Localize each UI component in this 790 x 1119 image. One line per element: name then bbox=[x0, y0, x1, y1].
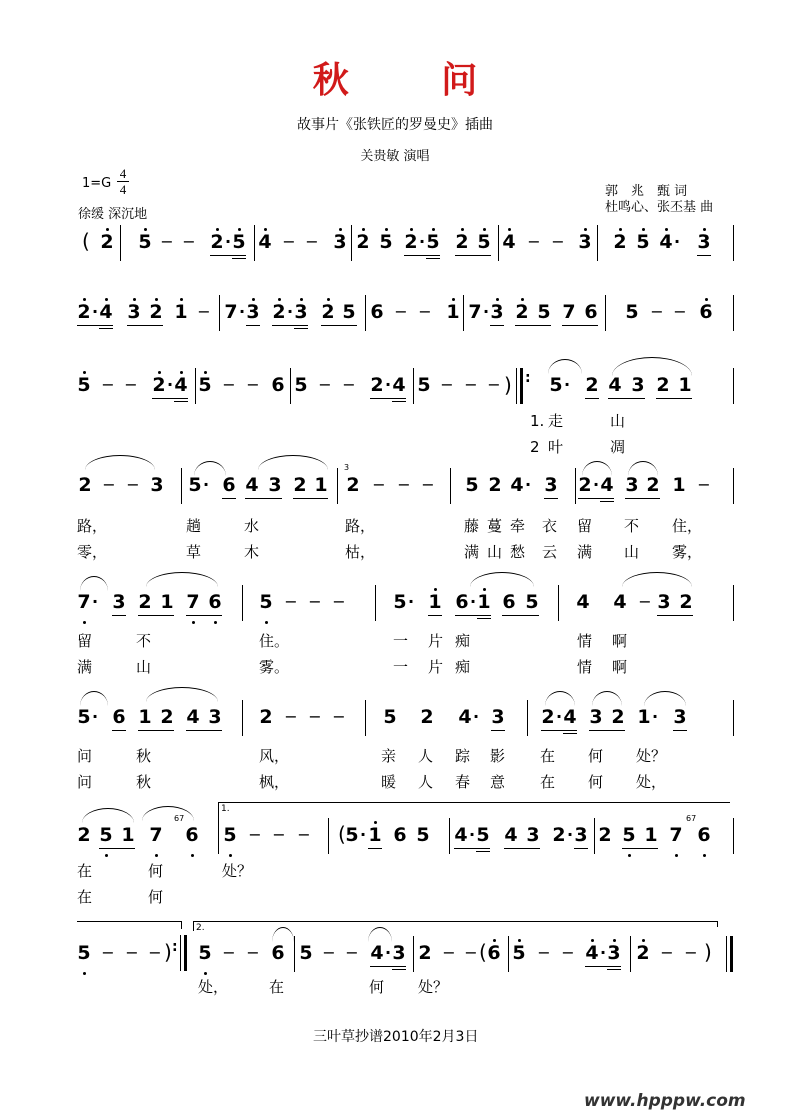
note: 5 bbox=[138, 231, 152, 253]
lyric: 枫， bbox=[259, 773, 290, 791]
lyric: 意 bbox=[490, 773, 506, 791]
staff-line-7: 1. 2 5 1 7 67 6 5 − − − ( 5 · 1 6 5 4 · 5 4 3 2 · 3 2 5 1 7 67 6 在 何 处？ 在 何 bbox=[0, 800, 790, 910]
lyric: 人 bbox=[418, 773, 434, 791]
lyric: 留 bbox=[577, 517, 593, 535]
lyric: 满 bbox=[577, 543, 593, 561]
lyric: 人 bbox=[418, 747, 434, 765]
singer: 关贵敏 演唱 bbox=[360, 149, 430, 164]
staff-line-6: 5 · 6 1 2 4 3 2 − − − 5 2 4 · 3 2 · 4 3 2 1 · 3 问 秋 风， 亲 人 踪 影 在 何 处？ 问 秋 枫， 暖 人 春 意 在 何 处， bbox=[0, 685, 790, 795]
verse-label: 2 bbox=[530, 438, 540, 456]
lyric: 片 bbox=[428, 632, 444, 650]
lyric: 问 bbox=[77, 773, 93, 791]
lyric: 在 bbox=[77, 888, 93, 906]
lyric: 不 bbox=[624, 517, 640, 535]
verse-label: 1. bbox=[530, 412, 545, 430]
lyric: 草 bbox=[186, 543, 202, 561]
dash: − bbox=[182, 232, 196, 251]
staff-line-2: 2 · 4 3 2 1 − 7 · 3 2 · 3 2 5 6 − − 1 7 · 3 2 5 7 6 5 − − 6 bbox=[0, 290, 790, 400]
volta-number: 1. bbox=[221, 804, 230, 814]
lyric: 一 bbox=[393, 658, 409, 676]
lyric: 木 bbox=[244, 543, 260, 561]
lyric: 山 bbox=[136, 658, 152, 676]
lyric: 雾， bbox=[672, 543, 703, 561]
lyric: 啊 bbox=[612, 658, 628, 676]
time-signature: 4 4 bbox=[116, 166, 130, 197]
lyric: 处， bbox=[636, 773, 667, 791]
lyric: 满 bbox=[464, 543, 480, 561]
lyric: 一 bbox=[393, 632, 409, 650]
lyric: 何 bbox=[148, 888, 164, 906]
lyric: 叶 bbox=[548, 438, 564, 456]
lyric: 满 bbox=[77, 658, 93, 676]
volta-bracket-1 bbox=[218, 802, 730, 803]
lyric: 秋 bbox=[136, 747, 152, 765]
composer-credit: 杜鸣心、张丕基 曲 bbox=[605, 200, 714, 215]
watermark: www.hpppw.com bbox=[584, 1091, 746, 1111]
dash: − bbox=[160, 232, 174, 251]
lyric: 牵 bbox=[510, 517, 526, 535]
note: 2 bbox=[210, 231, 224, 253]
lyric: 零， bbox=[77, 543, 108, 561]
lyric: 不 bbox=[136, 632, 152, 650]
lyric: 雾。 bbox=[259, 658, 290, 676]
volta-bracket-2 bbox=[193, 921, 718, 922]
lyric: 何 bbox=[588, 747, 604, 765]
open-paren: ( bbox=[82, 229, 90, 253]
lyric: 啊 bbox=[612, 632, 628, 650]
key-signature: 1=G bbox=[82, 176, 112, 191]
lyric: 问 bbox=[77, 747, 93, 765]
lyric: 凋 bbox=[610, 438, 626, 456]
lyric: 何 bbox=[369, 978, 385, 996]
lyric: 山 bbox=[624, 543, 640, 561]
lyric: 路， bbox=[345, 517, 376, 535]
lyric: 在 bbox=[540, 747, 556, 765]
staff-line-5: 7 · 3 2 1 7 6 5 − − − 5 · 1 6 · 1 6 5 4 4 − 3 2 留 不 住。 一 片 痴 情 啊 满 山 雾。 一 片 痴 情 啊 bbox=[0, 570, 790, 680]
page-title: 秋 问 bbox=[312, 59, 518, 101]
lyric: 在 bbox=[77, 862, 93, 880]
lyric: 山 bbox=[487, 543, 503, 561]
lyric: 愁 bbox=[510, 543, 526, 561]
lyric: 路， bbox=[77, 517, 108, 535]
tempo-marking: 徐缓 深沉地 bbox=[78, 207, 148, 222]
transcriber-credit: 三叶草抄谱2010年2月3日 bbox=[313, 1029, 479, 1045]
staff-line-1: ( 2 5 − − 2 · 5 4 − − 3 2 5 2 · 5 2 5 4 − − 3 2 5 4 · 3 bbox=[0, 220, 790, 330]
grace-note: 3 bbox=[344, 463, 350, 472]
lyric: 影 bbox=[490, 747, 506, 765]
lyric: 山 bbox=[610, 412, 626, 430]
lyric: 片 bbox=[428, 658, 444, 676]
note: 5 bbox=[232, 231, 246, 253]
lyric: 处？ bbox=[222, 862, 253, 880]
note: 2 bbox=[100, 231, 114, 253]
lyric: 痴 bbox=[455, 632, 471, 650]
lyric: 何 bbox=[588, 773, 604, 791]
lyric: 住， bbox=[672, 517, 703, 535]
lyricist-credit: 郭 兆 甄 词 bbox=[605, 184, 688, 199]
lyric: 风， bbox=[259, 747, 290, 765]
volta-number: 2. bbox=[196, 923, 205, 933]
lyric: 留 bbox=[77, 632, 93, 650]
lyric: 情 bbox=[577, 658, 593, 676]
lyric: 水 bbox=[244, 517, 260, 535]
staff-line-3: 5 − − 2 · 4 5 − − 6 5 − − 2 · 4 5 − − − ) : 5 · 2 4 3 2 1 1. 走 山 2 叶 凋 bbox=[0, 365, 790, 475]
lyric: 何 bbox=[148, 862, 164, 880]
lyric: 春 bbox=[455, 773, 471, 791]
lyric: 在 bbox=[540, 773, 556, 791]
lyric: 趟 bbox=[186, 517, 202, 535]
lyric: 处？ bbox=[418, 978, 449, 996]
lyric: 痴 bbox=[455, 658, 471, 676]
lyric: 处， bbox=[198, 978, 229, 996]
staff-line-8: 2. 5 − − − ) : 5 − − 6 5 − − 4 · 3 2 − − ( 6 5 − − 4 · 3 2 − − ) 处， 在 何 处？ bbox=[0, 915, 790, 1025]
lyric: 云 bbox=[542, 543, 558, 561]
lyric: 枯， bbox=[345, 543, 376, 561]
grace-note: 67 bbox=[174, 814, 185, 823]
lyric: 蔓 bbox=[487, 517, 503, 535]
lyric: 秋 bbox=[136, 773, 152, 791]
grace-note: 67 bbox=[686, 814, 697, 823]
lyric: 情 bbox=[577, 632, 593, 650]
lyric: 在 bbox=[269, 978, 285, 996]
lyric: 住。 bbox=[259, 632, 290, 650]
subtitle: 故事片《张铁匠的罗曼史》插曲 bbox=[297, 117, 493, 133]
lyric: 走 bbox=[548, 412, 564, 430]
lyric: 藤 bbox=[464, 517, 480, 535]
lyric: 暖 bbox=[381, 773, 397, 791]
barline bbox=[120, 225, 121, 261]
staff-line-4: 2 − − 3 5 · 6 4 3 2 1 3 2 − − − 5 2 4 · 3 2 · 4 3 2 1 − 路， 趟 水 路， 藤 蔓 牵 衣 留 不 住， 零， 草 木 枯， 满 山 愁 云 满 山 雾， bbox=[0, 455, 790, 565]
lyric: 亲 bbox=[381, 747, 397, 765]
lyric: 处？ bbox=[636, 747, 667, 765]
lyric: 踪 bbox=[455, 747, 471, 765]
lyric: 衣 bbox=[542, 517, 558, 535]
